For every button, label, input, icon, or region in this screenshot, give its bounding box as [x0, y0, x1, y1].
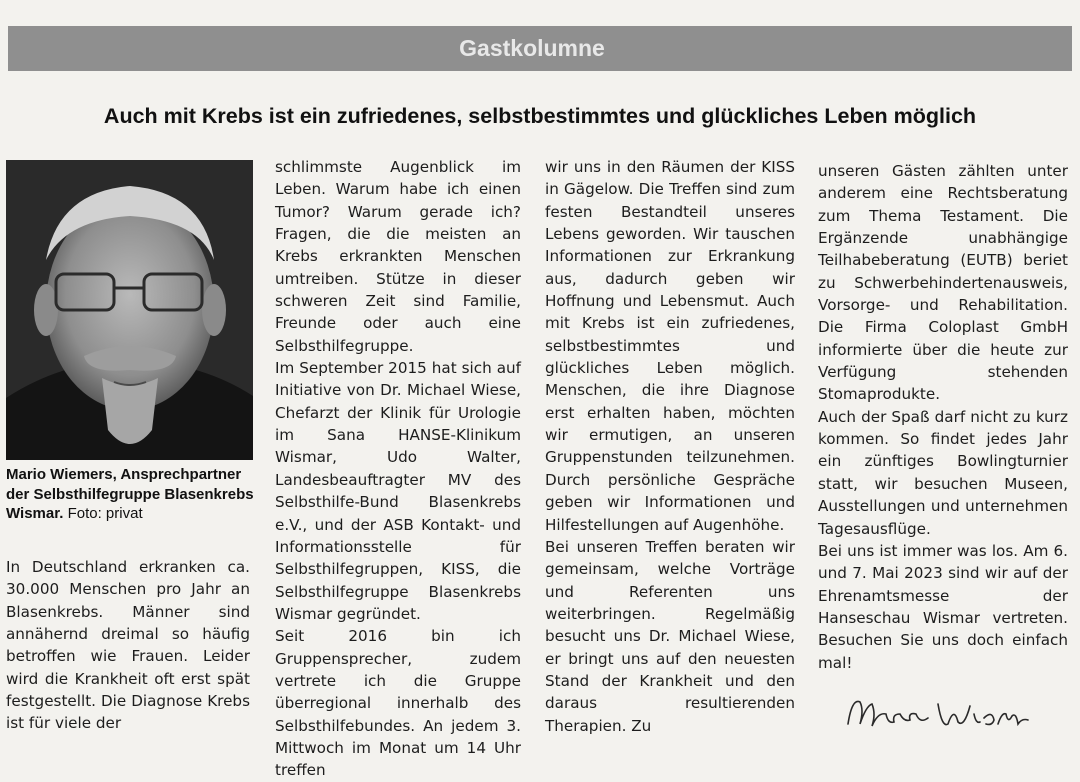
- banner-title: Gastkolumne: [459, 35, 605, 61]
- text-column-3: [545, 156, 795, 737]
- photo-credit: Foto: privat: [67, 505, 143, 522]
- paragraph: wir uns in den Räumen der KISS in Gägelow. Die Treffen sind zum festen Bestandteil unseres Lebens geworden. Wir tauschen Informationen zur Erkrankung aus, dadurch geben wir Hoffnung und Lebensmut. Auch mit Krebs ist ein zufriedenes, selbstbestimmtes und glückliches Leben möglich. Menschen, die ihre Diagnose erst erhalten haben, möchten wir ermutigen, an unseren Gruppenstunden teilzunehmen. Durch persönliche Gespräche geben wir Informationen und Hilfestellungen auf Augenhöhe.: [545, 158, 795, 534]
- text-column-2: [275, 156, 521, 782]
- handwritten-signature: [842, 684, 1032, 740]
- text-column-4: [818, 160, 1068, 674]
- paragraph: In Deutschland erkranken ca. 30.000 Menschen pro Jahr an Blasenkrebs. Männer sind annähernd dreimal so häufig betroffen wie Frauen. Leider wird die Krankheit oft erst spät festgestellt. Die Diagnose Krebs ist für viele der: [6, 558, 250, 733]
- paragraph: schlimmste Augenblick im Leben. Warum habe ich einen Tumor? Warum gerade ich? Fragen, die die meisten an Krebs erkrankten Menschen umtreiben. Stütze in dieser schweren Zeit sind Familie, Freunde oder auch eine Selbsthilfegruppe.: [275, 158, 521, 355]
- paragraph: Bei uns ist immer was los. Am 6. und 7. Mai 2023 sind wir auf der Ehrenamtsmesse der Hanseschau Wismar vertreten. Besuchen Sie uns doch einfach mal!: [818, 541, 1068, 672]
- text-column-1: [6, 556, 250, 735]
- photo-caption: [6, 465, 258, 524]
- paragraph: Bei unseren Treffen beraten wir gemeinsam, welche Vorträge und Referenten uns weiterbringen. Regelmäßig besucht uns Dr. Michael Wiese, er bringt uns auf den neuesten Stand der Krankheit und den daraus resultierenden Therapien. Zu: [545, 537, 795, 735]
- paragraph: Auch der Spaß darf nicht zu kurz kommen. So findet jedes Jahr ein zünftiges Bowlingturnier statt, wir besuchen Museen, Ausstellungen und unternehmen Tagesausflüge.: [818, 407, 1068, 538]
- column-banner: [8, 26, 1072, 71]
- paragraph: Im September 2015 hat sich auf Initiative von Dr. Michael Wiese, Chefarzt der Klinik für Urologie im Sana HANSE-Klinikum Wismar, Udo Walter, Landesbeauftragter MV des Selbsthilfe-Bund Blasenkrebs e.V., und der ASB Kontakt- und Informationsstelle für Selbsthilfegruppen, KISS, die Selbsthilfegruppe Blasenkrebs Wismar gegründet.: [275, 359, 521, 623]
- paragraph: unseren Gästen zählten unter anderem eine Rechtsberatung zum Thema Testament. Die Ergänzende unabhängige Teilhabeberatung (EUTB) beriet zu Schwerbehindertenausweis, Vorsorge- und Rehabilitation. Die Firma Coloplast GmbH informierte über die heute zur Verfügung stehenden Stomaprodukte.: [818, 162, 1068, 404]
- portrait-image: [6, 160, 253, 460]
- article-headline: Auch mit Krebs ist ein zufriedenes, selbstbestimmtes und glückliches Leben möglich: [103, 104, 977, 128]
- paragraph: Seit 2016 bin ich Gruppensprecher, zudem vertrete ich die Gruppe überregional innerhalb des Selbsthilfebundes. An jedem 3. Mittwoch im Monat um 14 Uhr treffen: [275, 627, 521, 780]
- caption-text: Mario Wiemers, Ansprechpartner der Selbsthilfegruppe Blasenkrebs Wismar.: [6, 466, 254, 522]
- author-photo: [6, 160, 253, 460]
